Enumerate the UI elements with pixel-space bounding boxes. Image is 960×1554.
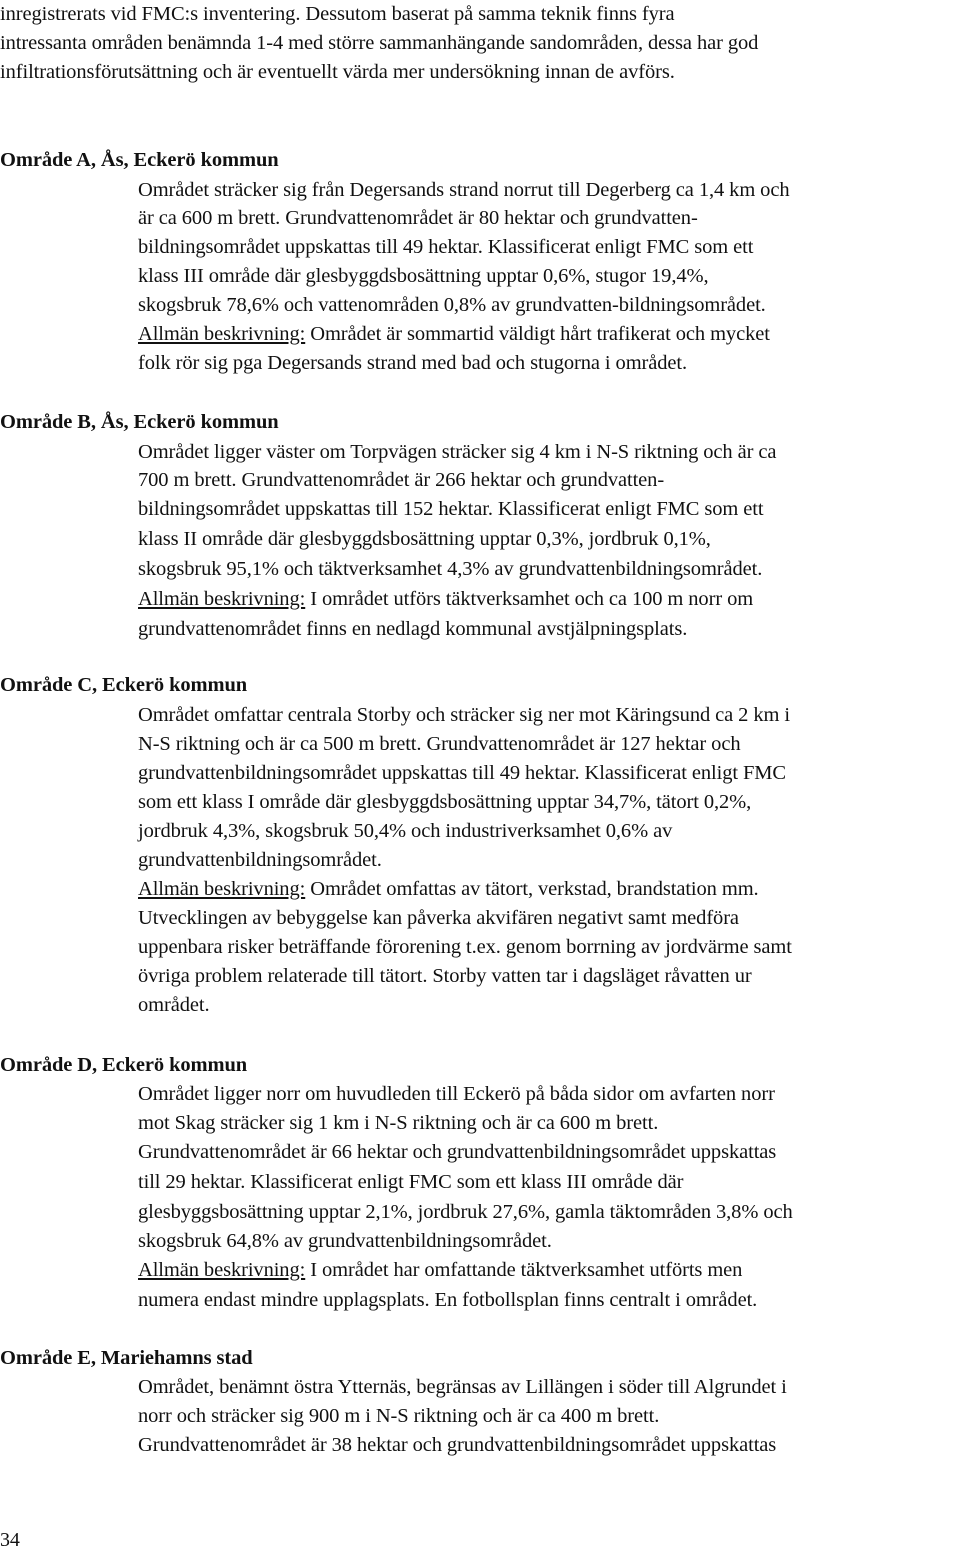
section-line: folk rör sig pga Degersands strand med bad och stugorna i området. [138,352,688,374]
allman-beskrivning-label: Allmän beskrivning: [138,878,306,900]
section-line: uppenbara risker beträffande förorening t.ex. genom borrning av jordvärme samt [138,936,792,958]
section-line: grundvattenbildningsområdet. [138,849,382,871]
allman-beskrivning-label: Allmän beskrivning: [138,323,306,345]
section-line: numera endast mindre upplagsplats. En fotbollsplan finns centralt i området. [138,1289,758,1311]
allman-beskrivning-line [138,1258,742,1282]
section-line: som ett klass I område där glesbyggdsbosättning upptar 34,7%, tätort 0,2%, [138,791,752,813]
section-line: norr och sträcker sig 900 m i N-S riktning och är ca 400 m brett. [138,1405,660,1427]
section-line: glesbyggsbosättning upptar 2,1%, jordbruk 27,6%, gamla täktområden 3,8% och [138,1201,793,1223]
section-line: Området, benämnt östra Ytternäs, begränsas av Lillängen i söder till Algrundet i [138,1376,787,1398]
section-heading: Område E, Mariehamns stad [0,1347,253,1369]
allman-beskrivning-label: Allmän beskrivning: [138,1259,306,1281]
page-number: 34 [0,1529,20,1551]
section-line: till 29 hektar. Klassificerat enligt FMC som ett klass III område där [138,1171,684,1193]
section-line: Grundvattenområdet är 38 hektar och grundvattenbildningsområdet uppskattas [138,1434,777,1456]
section-line: Grundvattenområdet är 66 hektar och grundvattenbildningsområdet uppskattas [138,1141,777,1163]
section-line: 700 m brett. Grundvattenområdet är 266 hektar och grundvatten- [138,469,665,491]
intro-line: infiltrationsförutsättning och är eventuellt värda mer undersökning innan de avförs. [0,61,675,83]
intro-line: inregistrerats vid FMC:s inventering. Dessutom baserat på samma teknik finns fyra [0,3,675,25]
section-line: bildningsområdet uppskattas till 152 hektar. Klassificerat enligt FMC som ett [138,498,764,520]
allman-beskrivning-text: Området är sommartid väldigt hårt trafikerat och mycket [305,323,770,345]
allman-beskrivning-text: Området omfattas av tätort, verkstad, brandstation mm. [305,878,759,900]
allman-beskrivning-line [138,322,770,346]
section-line: N-S riktning och är ca 500 m brett. Grundvattenområdet är 127 hektar och [138,733,741,755]
allman-beskrivning-line [138,587,753,611]
section-line: Området sträcker sig från Degersands strand norrut till Degerberg ca 1,4 km och [138,179,790,201]
section-line: jordbruk 4,3%, skogsbruk 50,4% och industriverksamhet 0,6% av [138,820,673,842]
section-line: Området ligger norr om huvudleden till Eckerö på båda sidor om avfarten norr [138,1083,775,1105]
section-line: Området ligger väster om Torpvägen sträcker sig 4 km i N-S riktning och är ca [138,441,777,463]
section-line: övriga problem relaterade till tätort. Storby vatten tar i dagsläget råvatten ur [138,965,752,987]
section-heading: Område B, Ås, Eckerö kommun [0,411,279,433]
section-line: skogsbruk 78,6% och vattenområden 0,8% av grundvatten-bildningsområdet. [138,294,766,316]
section-line: Området omfattar centrala Storby och sträcker sig ner mot Käringsund ca 2 km i [138,704,790,726]
allman-beskrivning-text: I området utförs täktverksamhet och ca 100 m norr om [305,588,754,610]
allman-beskrivning-label: Allmän beskrivning: [138,588,306,610]
section-line: klass III område där glesbyggdsbosättning upptar 0,6%, stugor 19,4%, [138,265,709,287]
section-line: skogsbruk 64,8% av grundvattenbildningsområdet. [138,1230,552,1252]
section-heading: Område A, Ås, Eckerö kommun [0,149,279,171]
section-line: grundvattenområdet finns en nedlagd kommunal avstjälpningsplats. [138,618,688,640]
section-heading: Område C, Eckerö kommun [0,674,248,696]
section-heading: Område D, Eckerö kommun [0,1054,248,1076]
allman-beskrivning-text: I området har omfattande täktverksamhet utförts men [305,1259,743,1281]
section-line: bildningsområdet uppskattas till 49 hektar. Klassificerat enligt FMC som ett [138,236,754,258]
section-line: skogsbruk 95,1% och täktverksamhet 4,3% av grundvattenbildningsområdet. [138,558,763,580]
allman-beskrivning-line [138,877,759,901]
section-line: mot Skag sträcker sig 1 km i N-S riktning och är ca 600 m brett. [138,1112,659,1134]
section-line: grundvattenbildningsområdet uppskattas till 49 hektar. Klassificerat enligt FMC [138,762,786,784]
section-line: är ca 600 m brett. Grundvattenområdet är 80 hektar och grundvatten- [138,207,698,229]
section-line: klass II område där glesbyggdsbosättning upptar 0,3%, jordbruk 0,1%, [138,528,711,550]
section-line: området. [138,994,210,1016]
intro-line: intressanta områden benämnda 1-4 med större sammanhängande sandområden, dessa har god [0,32,759,54]
section-line: Utvecklingen av bebyggelse kan påverka akvifären negativt samt medföra [138,907,739,929]
